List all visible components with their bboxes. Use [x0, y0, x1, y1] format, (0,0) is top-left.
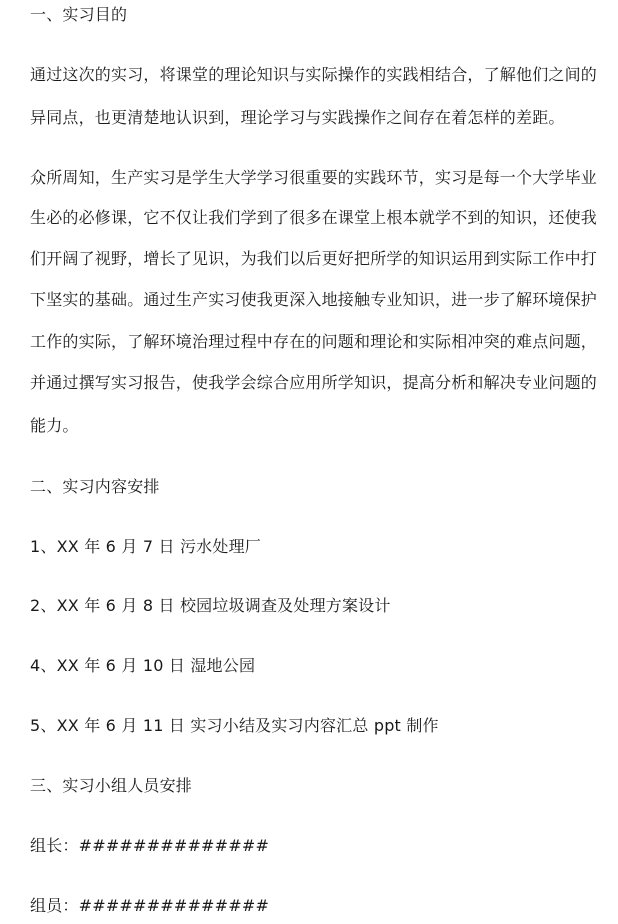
schedule-item: 2、XX 年 6 月 8 日 校园垃圾调查及处理方案设计: [30, 596, 391, 615]
schedule-item: 1、XX 年 6 月 7 日 污水处理厂: [30, 537, 261, 556]
paragraph-line: 工作的实际，了解环境治理过程中存在的问题和理论和实际相冲突的难点问题，: [30, 332, 598, 351]
team-members: 组员：##############: [30, 896, 270, 915]
section-heading-team: 三、实习小组人员安排: [30, 776, 193, 795]
paragraph-line: 们开阔了视野，增长了见识，为我们以后更好把所学的知识运用到实际工作中打: [30, 249, 598, 268]
section-heading-content: 二、实习内容安排: [30, 477, 160, 496]
team-leader: 组长：##############: [30, 836, 270, 855]
paragraph-line: 通过这次的实习，将课堂的理论知识与实际操作的实践相结合，了解他们之间的: [30, 65, 598, 84]
paragraph-line: 生必的必修课，它不仅让我们学到了很多在课堂上根本就学不到的知识，还使我: [30, 208, 598, 227]
paragraph-line: 异同点，也更清楚地认识到，理论学习与实践操作之间存在着怎样的差距。: [30, 108, 565, 127]
paragraph-line: 能力。: [30, 416, 79, 435]
paragraph-line: 并通过撰写实习报告，使我学会综合应用所学知识，提高分析和解决专业问题的: [30, 373, 598, 392]
section-heading-purpose: 一、实习目的: [30, 5, 128, 24]
paragraph-line: 众所周知，生产实习是学生大学学习很重要的实践环节，实习是每一个大学毕业: [30, 168, 598, 187]
paragraph-line: 下坚实的基础。通过生产实习使我更深入地接触专业知识，进一步了解环境保护: [30, 290, 598, 309]
schedule-item: 5、XX 年 6 月 11 日 实习小结及实习内容汇总 ppt 制作: [30, 716, 439, 735]
schedule-item: 4、XX 年 6 月 10 日 湿地公园: [30, 656, 256, 675]
